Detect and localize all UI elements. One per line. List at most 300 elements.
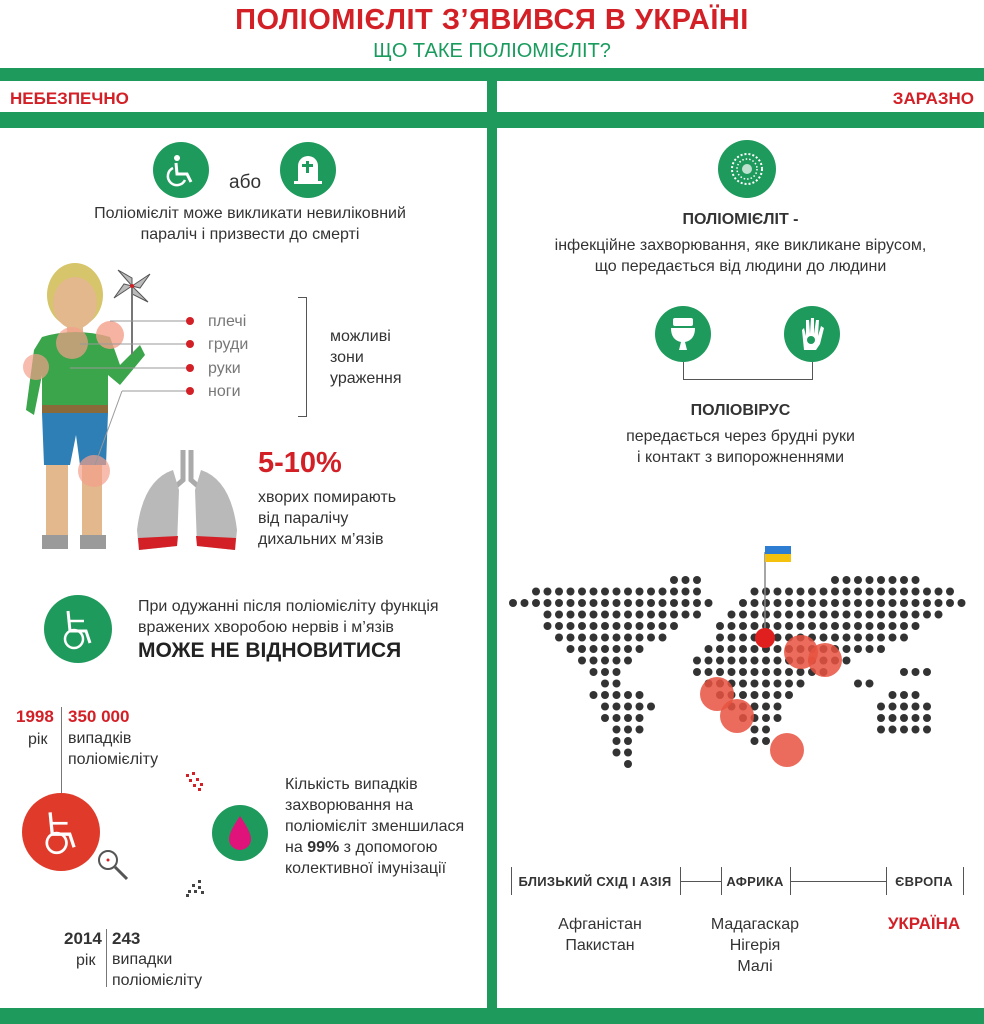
map-dot — [889, 634, 897, 642]
map-dot — [831, 588, 839, 596]
map-dot — [567, 588, 575, 596]
map-dot — [797, 599, 805, 607]
map-dot — [912, 622, 920, 630]
map-dot — [624, 726, 632, 734]
country-pakistan: Пакистан — [565, 937, 635, 954]
map-dot — [820, 634, 828, 642]
map-dot — [555, 622, 563, 630]
stat-divider — [61, 707, 62, 795]
virus-description — [497, 426, 984, 468]
hotspot-pakistan — [808, 643, 842, 677]
zone-dot — [186, 317, 194, 325]
map-dot — [555, 611, 563, 619]
map-dot — [567, 599, 575, 607]
recovery-line: вражених хворобою нервів і м’язів — [138, 619, 394, 636]
country-madagascar: Мадагаскар — [710, 916, 800, 933]
map-dot — [613, 634, 621, 642]
map-dot — [693, 588, 701, 596]
map-dot — [854, 599, 862, 607]
map-dot — [601, 680, 609, 688]
map-dot — [647, 611, 655, 619]
map-dot — [739, 622, 747, 630]
map-dot — [900, 622, 908, 630]
map-dot — [912, 611, 920, 619]
map-dot — [785, 691, 793, 699]
map-dot — [716, 657, 724, 665]
map-dot — [601, 611, 609, 619]
map-dot — [636, 634, 644, 642]
map-dot — [797, 668, 805, 676]
wheelchair-icon — [153, 142, 209, 198]
map-dot — [774, 703, 782, 711]
map-dot — [831, 576, 839, 584]
map-dot — [762, 657, 770, 665]
map-dot — [613, 703, 621, 711]
map-dot — [624, 657, 632, 665]
recovery-warning: МОЖЕ НЕ ВІДНОВИТИСЯ — [138, 639, 402, 662]
map-dot — [590, 634, 598, 642]
map-dot — [601, 691, 609, 699]
cases-1998-caption — [68, 728, 158, 770]
map-dot — [843, 599, 851, 607]
map-dot — [693, 599, 701, 607]
map-dot — [728, 668, 736, 676]
map-dot — [578, 588, 586, 596]
reduction-tail: з допомогою — [339, 839, 438, 856]
paralysis-line-2: параліч і призвести до смерті — [140, 226, 360, 243]
map-dot — [624, 634, 632, 642]
dirty-hand-icon — [784, 306, 840, 362]
map-dot — [774, 588, 782, 596]
map-dot — [544, 599, 552, 607]
map-dot — [739, 599, 747, 607]
map-dot — [647, 634, 655, 642]
map-dot — [958, 599, 966, 607]
map-dot — [923, 668, 931, 676]
region-africa: АФРИКА — [726, 874, 784, 889]
map-dot — [785, 622, 793, 630]
zones-caption-line: зони — [330, 349, 364, 366]
reduction-line: на 99% з допомогою — [285, 839, 438, 856]
map-dot — [636, 691, 644, 699]
map-dot — [613, 749, 621, 757]
map-dot — [831, 599, 839, 607]
zone-arms: руки — [208, 360, 241, 377]
map-dot — [636, 726, 644, 734]
map-dot — [682, 576, 690, 584]
map-dot — [912, 691, 920, 699]
map-dot — [751, 611, 759, 619]
country-mali: Малі — [737, 958, 773, 975]
map-dot — [843, 657, 851, 665]
map-dot — [636, 622, 644, 630]
map-dot — [923, 726, 931, 734]
wheelchair-icon — [44, 595, 112, 663]
map-dot — [751, 657, 759, 665]
map-dot — [854, 622, 862, 630]
map-dot — [877, 622, 885, 630]
map-dot — [682, 599, 690, 607]
map-dot — [613, 611, 621, 619]
map-dot — [877, 645, 885, 653]
map-dot — [693, 576, 701, 584]
map-dot — [578, 645, 586, 653]
map-dot — [567, 622, 575, 630]
map-dot — [590, 657, 598, 665]
map-dot — [831, 634, 839, 642]
magnifier-icon — [96, 848, 130, 882]
country-nigeria: Нігерія — [729, 937, 781, 954]
map-dot — [716, 668, 724, 676]
map-dot — [877, 588, 885, 596]
map-dot — [751, 588, 759, 596]
cases-line: випадків — [68, 730, 132, 747]
map-dot — [797, 680, 805, 688]
map-dot — [624, 599, 632, 607]
map-dot — [693, 668, 701, 676]
map-dot — [854, 645, 862, 653]
map-dot — [601, 714, 609, 722]
polio-description — [497, 235, 984, 277]
toilet-icon — [655, 306, 711, 362]
map-dot — [923, 588, 931, 596]
map-dot — [762, 588, 770, 596]
map-dot — [578, 622, 586, 630]
zone-legs: ноги — [208, 383, 241, 400]
reduction-line: поліомієліт зменшилася — [285, 818, 465, 835]
map-dot — [866, 645, 874, 653]
map-dot — [613, 599, 621, 607]
or-text: або — [229, 172, 262, 193]
cases-2014: 243 — [112, 929, 141, 948]
page-title: ПОЛІОМІЄЛІТ З’ЯВИВСЯ В УКРАЇНІ — [235, 4, 749, 36]
map-dot — [544, 622, 552, 630]
map-dot — [601, 668, 609, 676]
mortality-line: дихальних м’язів — [258, 531, 384, 548]
map-dot — [946, 599, 954, 607]
map-dot — [601, 599, 609, 607]
map-dot — [636, 599, 644, 607]
map-dot — [785, 680, 793, 688]
map-dot — [659, 588, 667, 596]
map-dot — [647, 599, 655, 607]
map-dot — [739, 680, 747, 688]
map-dot — [659, 599, 667, 607]
map-dot — [693, 657, 701, 665]
map-dot — [728, 657, 736, 665]
polio-desc-line: що передається від людини до людини — [594, 258, 887, 275]
map-dot — [624, 760, 632, 768]
hotspot-madagascar — [770, 733, 804, 767]
right-section-label: ЗАРАЗНО — [892, 89, 974, 108]
map-dot — [624, 737, 632, 745]
map-dot — [854, 611, 862, 619]
map-dot — [797, 588, 805, 596]
map-dot — [877, 576, 885, 584]
map-dot — [705, 668, 713, 676]
map-dot — [923, 611, 931, 619]
map-dot — [912, 588, 920, 596]
pixel-scatter-icon — [184, 876, 206, 898]
cases-line: випадки — [112, 951, 173, 968]
map-dot — [532, 588, 540, 596]
map-dot — [843, 588, 851, 596]
stat-divider — [106, 929, 107, 987]
mortality-caption — [258, 487, 396, 550]
reduction-text — [285, 774, 464, 879]
hotspot-ukraine — [755, 628, 775, 648]
map-dot — [751, 645, 759, 653]
map-dot — [624, 703, 632, 711]
world-map — [505, 540, 975, 800]
map-dot — [751, 726, 759, 734]
center-divider — [487, 68, 497, 1008]
map-dot — [659, 622, 667, 630]
map-dot — [647, 588, 655, 596]
map-dot — [900, 691, 908, 699]
map-dot — [900, 611, 908, 619]
map-dot — [521, 599, 529, 607]
map-dot — [601, 588, 609, 596]
map-dot — [889, 703, 897, 711]
map-dot — [797, 622, 805, 630]
map-dot — [774, 668, 782, 676]
map-dot — [682, 611, 690, 619]
map-dot — [613, 737, 621, 745]
map-dot — [843, 576, 851, 584]
zones-caption — [330, 326, 402, 389]
map-dot — [613, 691, 621, 699]
vaccine-drop-icon — [212, 805, 268, 861]
map-dot — [728, 634, 736, 642]
map-dot — [590, 588, 598, 596]
map-dot — [624, 588, 632, 596]
cases-2014-caption — [112, 949, 202, 991]
map-dot — [900, 634, 908, 642]
map-dot — [923, 599, 931, 607]
map-dot — [567, 611, 575, 619]
reduction-percent: 99% — [307, 839, 340, 856]
map-dot — [590, 599, 598, 607]
hotspot-nigeria — [720, 699, 754, 733]
map-dot — [716, 645, 724, 653]
map-dot — [912, 726, 920, 734]
map-dot — [866, 599, 874, 607]
mortality-percent: 5-10% — [258, 447, 342, 479]
reduction-line: Кількість випадків — [285, 776, 418, 793]
map-dot — [923, 703, 931, 711]
map-dot — [751, 691, 759, 699]
map-dot — [705, 599, 713, 607]
map-dot — [774, 714, 782, 722]
map-dot — [567, 634, 575, 642]
map-dot — [935, 611, 943, 619]
bottom-green-bar — [0, 1008, 984, 1024]
map-dot — [900, 726, 908, 734]
left-section-label: НЕБЕЗПЕЧНО — [10, 89, 129, 108]
map-dot — [854, 576, 862, 584]
map-dot — [647, 622, 655, 630]
zone-dot — [186, 340, 194, 348]
map-dot — [624, 645, 632, 653]
map-dot — [544, 611, 552, 619]
map-dot — [912, 714, 920, 722]
map-dot — [555, 634, 563, 642]
map-dot — [774, 645, 782, 653]
map-dot — [935, 588, 943, 596]
map-dot — [774, 611, 782, 619]
map-dot — [613, 645, 621, 653]
map-dot — [900, 703, 908, 711]
map-dot — [889, 576, 897, 584]
map-dot — [739, 657, 747, 665]
mortality-line: від паралічу — [258, 510, 349, 527]
map-dot — [751, 622, 759, 630]
map-dot — [751, 680, 759, 688]
map-dot — [877, 714, 885, 722]
map-dot — [843, 622, 851, 630]
map-dot — [613, 714, 621, 722]
region-connector — [790, 881, 886, 882]
map-dot — [613, 726, 621, 734]
map-dot — [843, 634, 851, 642]
map-dot — [659, 611, 667, 619]
map-dot — [831, 622, 839, 630]
map-dot — [670, 576, 678, 584]
map-dot — [866, 588, 874, 596]
map-dot — [866, 576, 874, 584]
map-dot — [889, 691, 897, 699]
map-dot — [843, 645, 851, 653]
zone-dot — [186, 364, 194, 372]
zone-dot — [186, 387, 194, 395]
map-dot — [601, 645, 609, 653]
map-dot — [854, 588, 862, 596]
map-dot — [843, 611, 851, 619]
large-wheelchair-icon — [22, 793, 100, 871]
page-subtitle: ЩО ТАКЕ ПОЛІОМІЄЛІТ? — [373, 40, 611, 62]
map-dot — [601, 657, 609, 665]
map-dot — [774, 680, 782, 688]
map-dot — [590, 691, 598, 699]
map-dot — [647, 703, 655, 711]
map-dot-grid — [509, 576, 966, 768]
map-dot — [624, 611, 632, 619]
recovery-text — [138, 596, 439, 638]
region-asia: БЛИЗЬКИЙ СХІД І АЗІЯ — [518, 874, 672, 889]
map-dot — [877, 703, 885, 711]
map-dot — [762, 668, 770, 676]
map-dot — [866, 680, 874, 688]
polio-title: ПОЛІОМІЄЛІТ - — [682, 211, 799, 228]
map-dot — [636, 611, 644, 619]
map-dot — [889, 622, 897, 630]
map-dot — [590, 622, 598, 630]
map-dot — [900, 599, 908, 607]
map-dot — [866, 611, 874, 619]
virus-desc-line: і контакт з випорожненнями — [636, 449, 845, 466]
map-dot — [808, 622, 816, 630]
map-dot — [682, 588, 690, 596]
map-dot — [613, 657, 621, 665]
map-dot — [774, 657, 782, 665]
map-dot — [739, 691, 747, 699]
map-dot — [555, 588, 563, 596]
virus-icon — [718, 140, 776, 198]
map-dot — [659, 634, 667, 642]
map-dot — [705, 657, 713, 665]
map-dot — [636, 645, 644, 653]
map-dot — [877, 634, 885, 642]
map-dot — [762, 714, 770, 722]
map-dot — [636, 588, 644, 596]
map-dot — [762, 691, 770, 699]
transmission-connector — [683, 362, 813, 380]
pixel-scatter-icon — [184, 770, 206, 792]
map-dot — [578, 611, 586, 619]
map-dot — [785, 588, 793, 596]
map-dot — [670, 599, 678, 607]
map-dot — [590, 611, 598, 619]
reduction-line: колективної імунізації — [285, 860, 447, 877]
map-dot — [877, 611, 885, 619]
map-dot — [613, 622, 621, 630]
map-dot — [624, 691, 632, 699]
map-dot — [601, 622, 609, 630]
map-dot — [900, 576, 908, 584]
map-dot — [877, 726, 885, 734]
recovery-line: При одужанні після поліомієліту функція — [138, 598, 439, 615]
map-dot — [590, 645, 598, 653]
map-dot — [774, 599, 782, 607]
map-dot — [590, 668, 598, 676]
map-dot — [751, 599, 759, 607]
paralysis-text — [20, 203, 480, 245]
grave-icon — [280, 142, 336, 198]
map-dot — [636, 703, 644, 711]
map-dot — [578, 634, 586, 642]
map-dot — [831, 611, 839, 619]
zone-chest: груди — [208, 336, 249, 353]
map-dot — [624, 749, 632, 757]
map-dot — [613, 680, 621, 688]
zones-caption-line: ураження — [330, 370, 402, 387]
map-dot — [820, 622, 828, 630]
map-dot — [751, 668, 759, 676]
map-dot — [820, 588, 828, 596]
map-dot — [854, 634, 862, 642]
map-dot — [808, 611, 816, 619]
map-dot — [624, 714, 632, 722]
map-dot — [877, 599, 885, 607]
map-dot — [578, 599, 586, 607]
map-dot — [762, 611, 770, 619]
map-dot — [578, 657, 586, 665]
map-dot — [808, 588, 816, 596]
map-dot — [889, 714, 897, 722]
region-connector — [680, 881, 721, 882]
map-dot — [670, 588, 678, 596]
map-dot — [854, 680, 862, 688]
map-dot — [728, 645, 736, 653]
year-1998-unit: рік — [28, 731, 48, 748]
mortality-line: хворих помирають — [258, 489, 397, 506]
map-dot — [613, 588, 621, 596]
map-dot — [693, 611, 701, 619]
map-dot — [762, 680, 770, 688]
paralysis-line-1: Поліомієліт може викликати невиліковний — [94, 205, 406, 222]
map-dot — [946, 588, 954, 596]
